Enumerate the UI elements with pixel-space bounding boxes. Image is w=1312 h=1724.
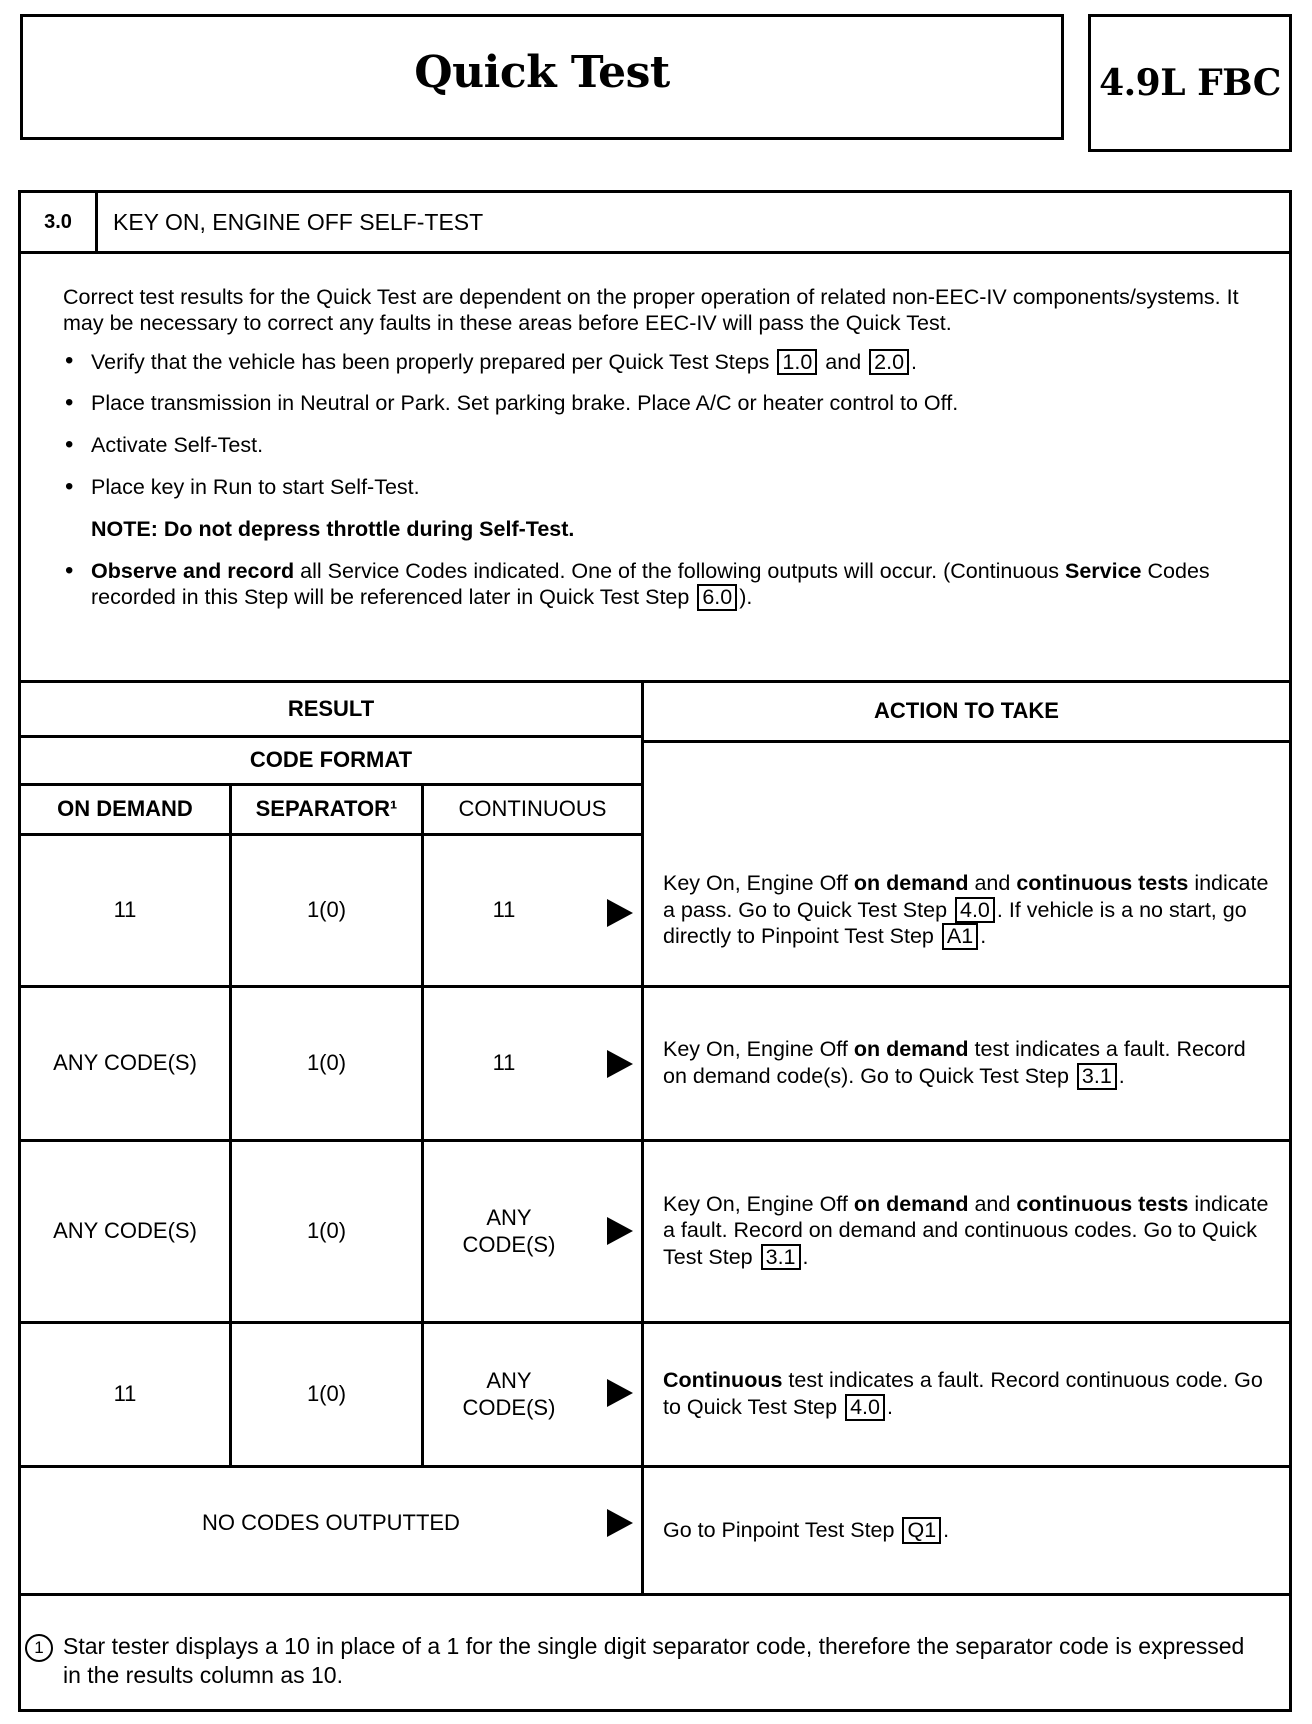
note: NOTE: Do not depress throttle during Self-Test. <box>91 516 575 541</box>
action-bold: continuous tests <box>1016 1192 1189 1217</box>
bullet-observe-text: all Service Codes indicated. One of the following outputs will occur. (Continuous <box>300 558 1060 583</box>
arrow-icon <box>607 899 633 927</box>
action-text: . <box>886 1395 893 1419</box>
action-text: . <box>1118 1064 1125 1088</box>
engine-label: 4.9L FBC <box>1099 62 1281 104</box>
row4-separator: 1(0) <box>306 1381 347 1407</box>
bullet-observe-text2: Codes recorded in this Step will be referenced later in Quick Test Step <box>91 558 1210 610</box>
arrow-icon <box>607 1050 633 1078</box>
no-codes-action <box>663 1468 1273 1593</box>
page-title: Quick Test <box>414 46 670 98</box>
step-ref-box: 6.0 <box>697 584 737 611</box>
bullet-verify: • Verify that the vehicle has been properly prepared per Quick Test Steps 1.0 and 2.0 . <box>63 349 1243 376</box>
step-ref-box: Q1 <box>902 1517 941 1544</box>
action-text: and <box>968 870 1017 895</box>
action-text: test indicates a fault. Record on demand code(s). Go to Quick Test Step <box>663 1037 1246 1088</box>
col-continuous: CONTINUOUS <box>458 796 607 822</box>
action-text: Key On, Engine Off <box>663 1037 854 1062</box>
action-text: . If vehicle is a no start, go directly to Pinpoint Test Step <box>663 897 1247 949</box>
row4-on-demand: 11 <box>113 1381 137 1407</box>
bullet-observe: • Observe and record all Service Codes indicated. One of the following outputs will occur. (Continuous Service Codes recorded in this Step will be referenced later in Quick Test Step 6.0 ). <box>63 559 1243 612</box>
column-divider <box>641 680 644 1593</box>
action-text: . <box>943 1518 950 1543</box>
row4-action <box>663 1324 1273 1465</box>
bullet-observe-bold2: Service <box>1065 558 1142 583</box>
action-text: . <box>802 1244 809 1269</box>
col-on-demand: ON DEMAND <box>57 796 193 822</box>
action-text: indicate a fault. Record on demand and continuous codes. Go to Quick Test Step <box>663 1192 1269 1269</box>
row1-on-demand: 11 <box>113 897 137 923</box>
row3-continuous: ANY CODE(S) <box>462 1205 556 1257</box>
bullet-observe-bold: Observe and record <box>91 558 295 583</box>
bullet-transmission: • Place transmission in Neutral or Park. Set parking brake. Place A/C or heater control to Off. <box>63 391 1243 417</box>
row3-action <box>663 1142 1273 1321</box>
footnote-marker: 1 <box>25 1634 53 1662</box>
step-header <box>21 193 1289 254</box>
intro-paragraph: Correct test results for the Quick Test are dependent on the proper operation of related non-EEC-IV components/systems. It may be necessary to correct any faults in these areas before EEC-IV will pass the Quick Test. <box>63 285 1239 335</box>
rule <box>643 740 1289 743</box>
row1-continuous: 11 <box>492 897 516 923</box>
action-text: . <box>980 924 987 949</box>
test-step-panel <box>18 190 1292 1712</box>
row3-separator: 1(0) <box>306 1218 347 1244</box>
row1-action <box>663 836 1273 985</box>
action-bold: on demand <box>853 1192 969 1217</box>
step-ref-box: 4.0 <box>845 1394 885 1421</box>
title-box <box>20 14 1064 140</box>
action-header: ACTION TO TAKE <box>874 698 1059 724</box>
col-separator: SEPARATOR¹ <box>255 796 398 822</box>
row4-continuous: ANY CODE(S) <box>462 1368 556 1420</box>
arrow-icon <box>607 1217 633 1245</box>
engine-box <box>1088 14 1292 152</box>
row3-on-demand: ANY CODE(S) <box>53 1218 197 1244</box>
step-ref-box: A1 <box>942 923 978 950</box>
action-text: Go to Pinpoint Test Step <box>663 1518 895 1543</box>
row1-separator: 1(0) <box>306 897 347 923</box>
bullet-activate: • Activate Self-Test. <box>63 433 1243 459</box>
bullet-verify-text: Verify that the vehicle has been properly prepared per Quick Test Steps <box>91 349 770 374</box>
action-text: indicate a pass. Go to Quick Test Step <box>663 870 1269 922</box>
row2-continuous: 11 <box>492 1050 516 1076</box>
footnote <box>21 1593 1289 1709</box>
arrow-icon <box>607 1509 633 1537</box>
step-ref-box: 3.1 <box>761 1244 801 1271</box>
bullet-key: • Place key in Run to start Self-Test. <box>63 475 1243 501</box>
action-bold: on demand <box>853 870 969 895</box>
action-bold: continuous tests <box>1016 870 1189 895</box>
row2-on-demand: ANY CODE(S) <box>53 1050 197 1076</box>
result-header: RESULT <box>287 695 375 721</box>
step-ref-box: 3.1 <box>1077 1063 1117 1090</box>
arrow-icon <box>607 1379 633 1407</box>
instructions <box>63 285 1243 627</box>
action-text: Key On, Engine Off <box>663 870 854 895</box>
row2-separator: 1(0) <box>306 1050 347 1076</box>
step-ref-box: 2.0 <box>869 349 909 376</box>
action-text: and <box>968 1192 1017 1217</box>
footnote-text: Star tester displays a 10 in place of a 1 for the single digit separator code, therefore the separator code is expressed in the results column as 10. <box>63 1633 1245 1688</box>
code-format-header: CODE FORMAT <box>249 747 413 773</box>
action-text: Key On, Engine Off <box>663 1192 854 1217</box>
action-text: test indicates a fault. Record continuous code. Go to Quick Test Step <box>663 1368 1263 1419</box>
step-title: KEY ON, ENGINE OFF SELF-TEST <box>113 208 484 235</box>
step-number: 3.0 <box>21 193 98 251</box>
step-ref-box: 1.0 <box>777 349 817 376</box>
no-codes-label: NO CODES OUTPUTTED <box>202 1509 460 1535</box>
row2-action <box>663 988 1273 1139</box>
step-ref-box: 4.0 <box>955 897 995 924</box>
action-bold: Continuous <box>663 1368 783 1393</box>
action-bold: on demand <box>853 1037 969 1062</box>
bullet-verify-and: and <box>825 349 862 374</box>
